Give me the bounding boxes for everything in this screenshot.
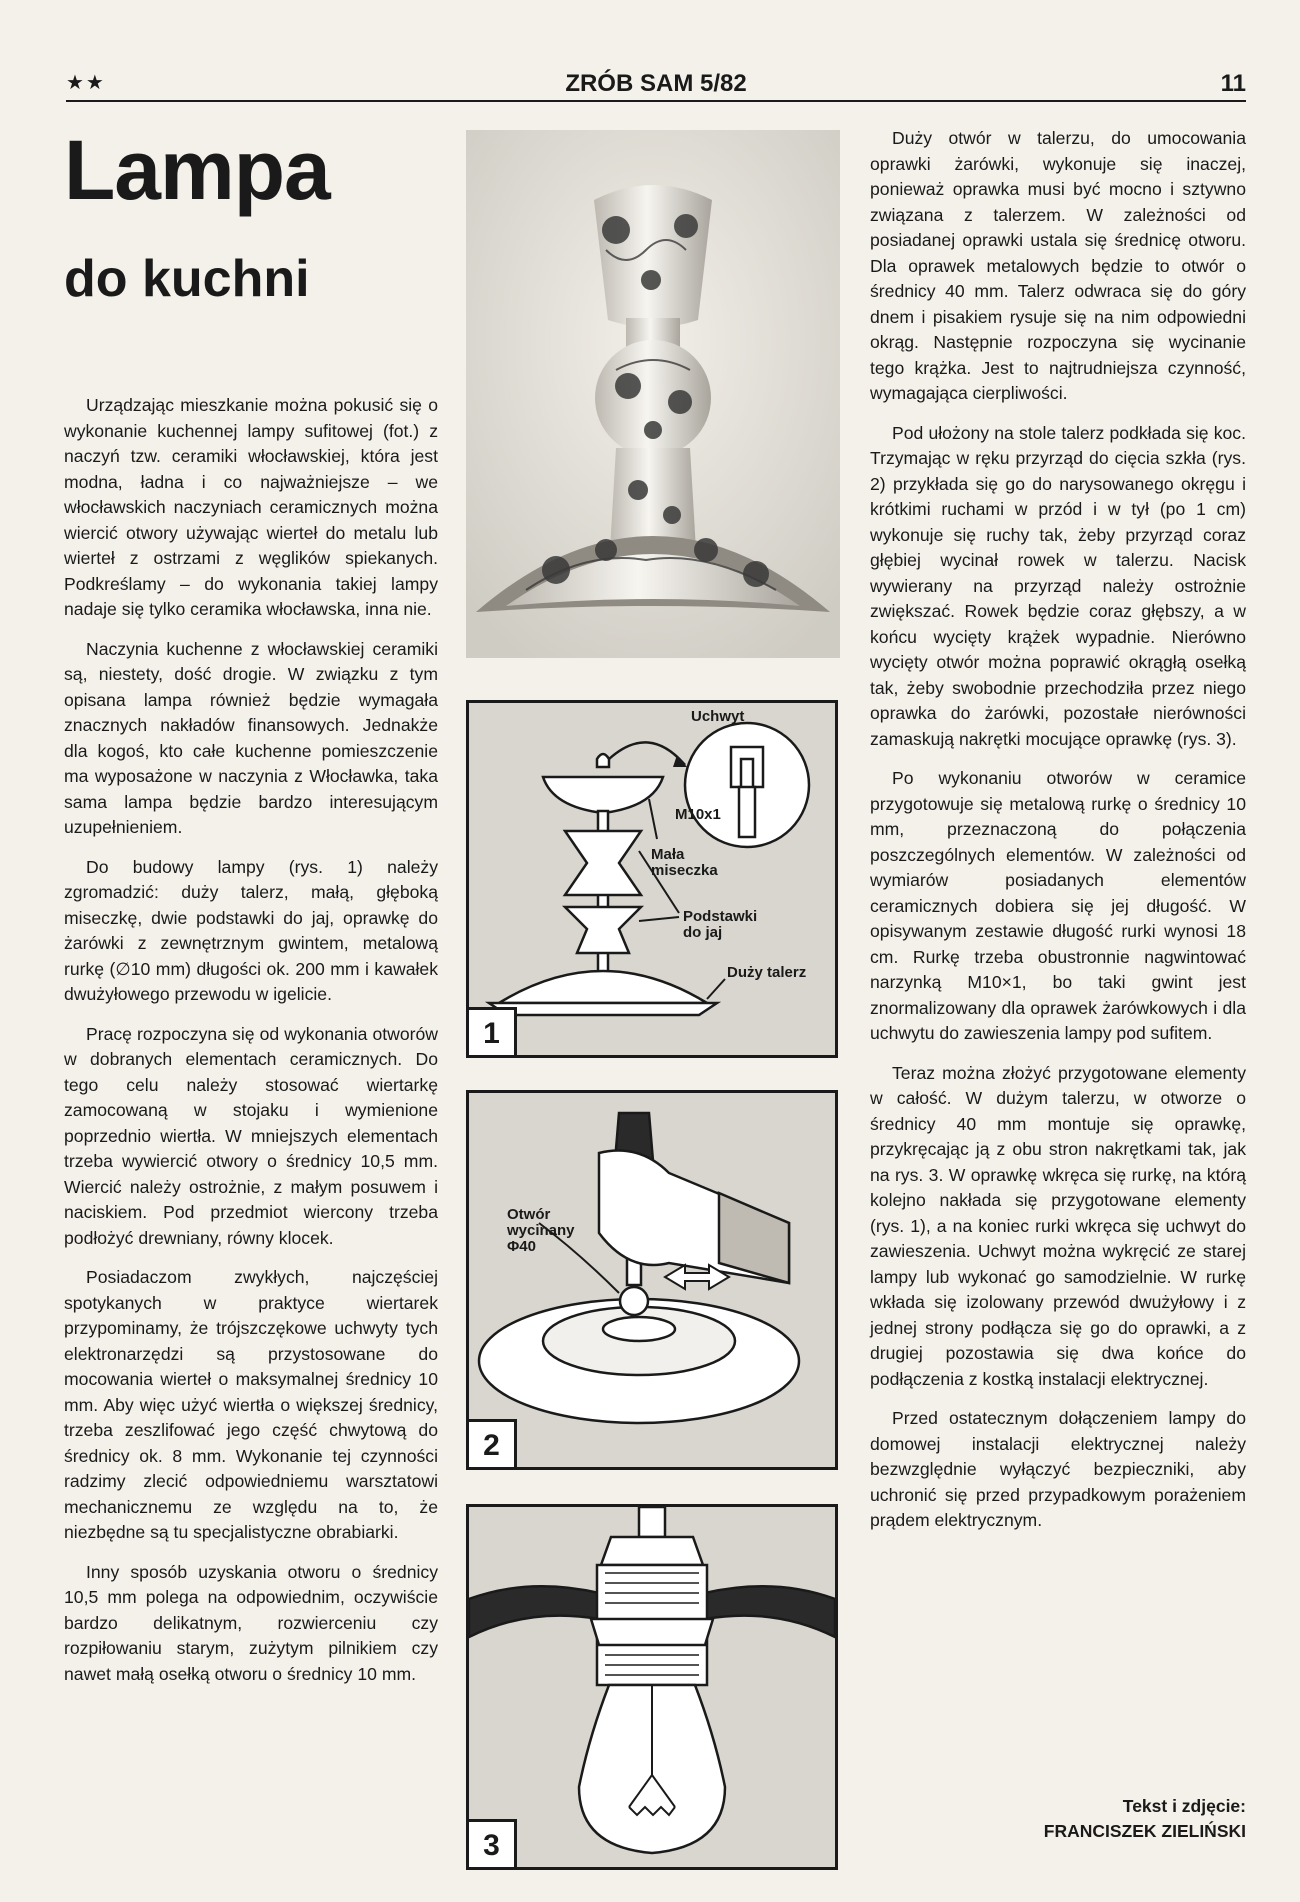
figure-2-drawing: [469, 1093, 835, 1467]
header-stars: ★★: [66, 72, 106, 94]
figure-2-cutting-hole: [466, 1090, 838, 1470]
figure-number: 1: [469, 1007, 517, 1055]
signature-label: Tekst i zdjęcie:: [1122, 1796, 1246, 1816]
paragraph: Pod ułożony na stole talerz podkłada się koc. Trzymając w ręku przyrząd do cięcia szkła (rys. 2) przykłada się go do narysowanego okręgu i krótkimi ruchami w przód i w tył (po 1 cm) wykonuje się ruchy tak, żeby przyrząd coraz głębiej wycinał rowek w talerzu. Nacisk wywierany na przyrząd należy ostrożnie zwiększać. Rowek będzie coraz głębszy, a w końcu wycięty krążek wypadnie. Nierówno wycięty otwór można poprawić okrągłą osełką tak, żeby swobodnie przechodziła przez niego oprawka do żarówki, pozostałe nierówności zamaskują nakrętki mocujące oprawkę (rys. 3).: [870, 422, 1246, 749]
article-subtitle: do kuchni: [64, 250, 310, 308]
label-wycinany: wycinany: [507, 1222, 575, 1239]
page-header: [66, 70, 1246, 102]
paragraph: Pracę rozpoczyna się od wykonania otworów w dobranych elementach ceramicznych. Do tego celu należy stosować wiertarkę zamocowaną w stojaku i wymienione poprzednio wiertła. W mniejszych elementach trzeba wywiercić otwory o średnicy 10,5 mm. Wiercić należy ostrożnie, z małym posuwem i naciskiem. Pod przedmiot wiercony trzeba podłożyć drewniany, równy klocek.: [64, 1023, 438, 1248]
paragraph: Teraz można złożyć przygotowane elementy w całość. W dużym talerzu, w otworze o średnicy 40 mm montuje się oprawkę, przykręcając ją z obu stron nakrętkami tak, jak na rys. 3. W oprawkę wkręca się rurkę, na którą kolejno nakłada się przygotowane elementy (rys. 1), a na koniec rurki wkręca się uchwyt do zawieszenia. Uchwyt można wykręcić ze starej lampy lub wykonać go samodzielnie. W rurkę wkłada się izolowany przewód dwużyłowy i z jednej strony podłącza się go do oprawki, a z drugiej pozostawia się dwa końce do podłączenia z kostką instalacji elektrycznej.: [870, 1062, 1246, 1389]
figure-number: 2: [469, 1419, 517, 1467]
paragraph: Posiadaczom zwykłych, najczęściej spotykanych w praktyce wiertarek przypominamy, że trójszczękowe uchwyty tych elektronarzędzi są przystosowane do mocowania wierteł o maksymalnej średnicy 10 mm. Aby więc użyć wiertła o większej średnicy, trzeba zeszlifować jego część chwytową do średnicy ok. 8 mm. Wykonanie tej czynności radzimy zlecić odpowiedniemu warsztatowi mechanicznemu ze względu na to, że niezbędne są tu specjalistyczne obrabiarki.: [64, 1267, 438, 1542]
magazine-issue: ZRÓB SAM 5/82: [565, 70, 747, 97]
text-column-left: [64, 393, 438, 1701]
figure-3-socket-mounting: [466, 1504, 838, 1870]
author-name: FRANCISZEK ZIELIŃSKI: [1043, 1821, 1246, 1841]
figure-3-drawing: [469, 1507, 835, 1867]
label-otwor: Otwór: [507, 1206, 551, 1223]
paragraph: Do budowy lampy (rys. 1) należy zgromadzić: duży talerz, małą, głęboką miseczkę, dwie podstawki do jaj, oprawkę do żarówki z zewnętrznym gwintem, metalową rurkę (∅10 mm) długości ok. 200 mm i kawałek dwużyłowego przewodu w igelicie.: [64, 856, 438, 1004]
paragraph: Duży otwór w talerzu, do umocowania oprawki żarówki, wykonuje się inaczej, ponieważ oprawka musi być mocno i sztywno związana z talerzem. W zależności od posiadanej oprawki ustala się średnicę otworu. Dla oprawek metalowych będzie to otwór o średnicy 40 mm. Talerz odwraca się do góry dnem i pisakiem rysuje się na nim odpowiedni okrąg. Następnie rozpoczyna się wycinanie tego krążka. Jest to najtrudniejsza czynność, wymagająca cierpliwości.: [870, 128, 1246, 403]
paragraph: Po wykonaniu otworów w ceramice przygotowuje się metalową rurkę o średnicy 10 mm, przeznaczoną do połączenia poszczególnych elementów. W zależności od wymiarów posiadanych elementów ceramicznych dobiera się jej długość. W opisywanym zestawie długość rurki wynosi 18 cm. Rurkę trzeba obustronnie nagwintować narzynką M10×1, bo taki gwint jest znormalizowany dla oprawek żarówkowych i dla uchwytu do zawieszenia lampy pod sufitem.: [870, 768, 1246, 1043]
figure-number: 3: [469, 1819, 517, 1867]
figure-1-drawing: [469, 703, 835, 1055]
label-podstawki: Podstawki: [683, 908, 758, 925]
lamp-photo-drawing: [466, 130, 840, 658]
text-column-right: [870, 126, 1246, 1548]
article-title: Lampa: [64, 123, 330, 217]
paragraph: Przed ostatecznym dołączeniem lampy do domowej instalacji elektrycznej należy bezwzględnie wyłączyć bezpieczniki, aby uchronić się przed przypadkowym porażeniem prądem elektrycznym.: [870, 1408, 1246, 1530]
label-miseczka: miseczka: [651, 862, 718, 879]
paragraph: Naczynia kuchenne z włocławskiej ceramiki są, niestety, dość drogie. W związku z tym opisana lampa również będzie wymagała znacznych nakładów finansowych. Jednakże dla kogoś, kto całe kuchenne pomieszczenie ma wyposażone w naczynia z Włocławka, taka sama lampa będzie bardzo interesującym uzupełnieniem.: [64, 638, 438, 837]
label-m10x1: M10x1: [675, 806, 721, 823]
label-do-jaj: do jaj: [683, 924, 723, 941]
author-signature: [1044, 1794, 1246, 1844]
page-number: 11: [1220, 70, 1246, 97]
figure-1-lamp-assembly: [466, 700, 838, 1058]
paragraph: Inny sposób uzyskania otworu o średnicy 10,5 mm polega na odpowiednim, oczywiście bardzo delikatnym, rozwierceniu czy rozpiłowaniu starym, zużytym pilnikiem czy nawet małą osełką otworu o średnicy 10 mm.: [64, 1561, 438, 1684]
paragraph: Urządzając mieszkanie można pokusić się o wykonanie kuchennej lampy sufitowej (fot.) z naczyń tzw. ceramiki włocławskiej, która jest modna, ładna i co najważniejsze – we włocławskich naczyniach ceramicznych można wiercić otwory używając wierteł do metalu lub wierteł z ostrzami z węglików spiekanych. Podkreślamy – do wykonania takiej lampy nadaje się tylko ceramika włocławska, inna nie.: [64, 395, 438, 619]
label-uchwyt: Uchwyt: [691, 708, 745, 725]
label-mala: Mała: [651, 846, 685, 863]
lamp-photo: [466, 130, 840, 658]
label-fi40: Φ40: [507, 1238, 536, 1255]
label-duzy-talerz: Duży talerz: [727, 964, 807, 981]
